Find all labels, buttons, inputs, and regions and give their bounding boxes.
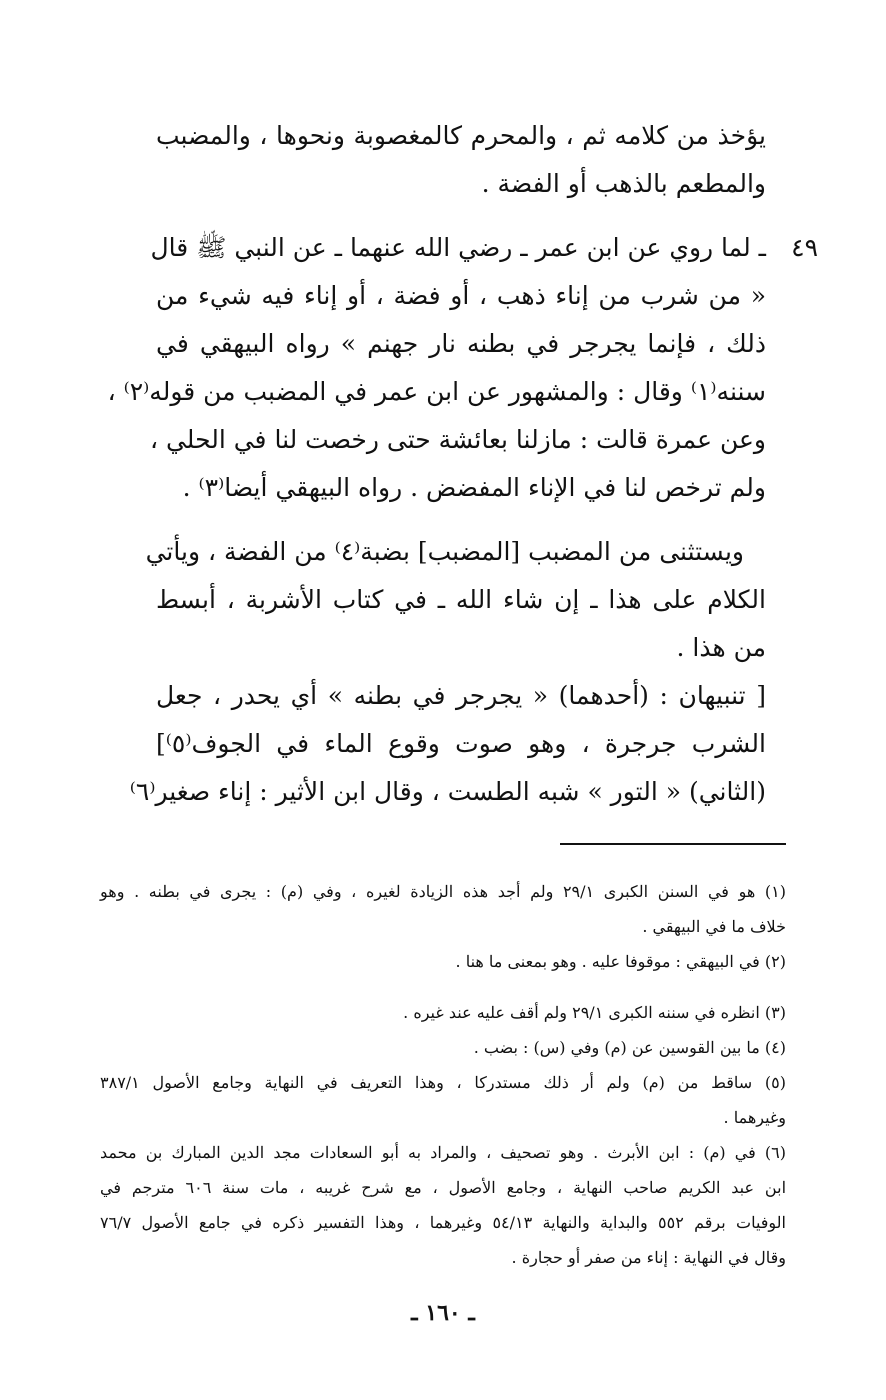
footnote-line: (٥) ساقط من (م) ولم أر ذلك مستدركا ، وهذا التعريف في النهاية وجامع الأصول ٣٨٧/١ bbox=[100, 1073, 786, 1092]
hadith-block bbox=[150, 224, 818, 272]
text-line: ـ لما روي عن ابن عمر ـ رضي الله عنهما ـ عن النبي ﷺ قال bbox=[150, 233, 766, 262]
text-line: يؤخذ من كلامه ثم ، والمحرم كالمغصوبة ونحوها ، والمضبب bbox=[156, 121, 766, 150]
page-number: ـ ١٦٠ ـ bbox=[411, 1300, 475, 1326]
footnote-line: (٢) في البيهقي : موقوفا عليه . وهو بمعنى ما هنا . bbox=[455, 952, 786, 971]
text-line: سننه⁽١⁾ وقال : والمشهور عن ابن عمر في المضبب من قوله⁽٢⁾ ، bbox=[107, 377, 766, 406]
footnote-line: (٣) انظره في سننه الكبرى ٢٩/١ ولم أقف عليه عند غيره . bbox=[403, 1003, 786, 1022]
text-line: ولم ترخص لنا في الإناء المفضض . رواه البيهقي أيضا⁽٣⁾ . bbox=[182, 473, 766, 502]
footnote-line: خلاف ما في البيهقي . bbox=[642, 917, 786, 936]
text-line: من هذا . bbox=[676, 633, 766, 662]
text-line: الكلام على هذا ـ إن شاء الله ـ في كتاب الأشربة ، أبسط bbox=[156, 585, 766, 614]
text-line: (الثاني) « التور » شبه الطست ، وقال ابن الأثير : إناء صغير⁽٦⁾ bbox=[129, 777, 766, 806]
text-line: « من شرب من إناء ذهب ، أو فضة ، أو إناء فيه شيء من bbox=[156, 281, 766, 310]
footnote-line: ابن عبد الكريم صاحب النهاية ، وجامع الأصول ، مع شرح غريبه ، مات سنة ٦٠٦ مترجم في bbox=[100, 1178, 787, 1197]
text-line: وعن عمرة قالت : مازلنا بعائشة حتى رخصت لنا في الحلي ، bbox=[149, 425, 766, 454]
footnotes bbox=[100, 874, 786, 1275]
footnote-line: وغيرهما . bbox=[723, 1108, 786, 1127]
footnote-line: (٤) ما بين القوسين عن (م) وفي (س) : بضب . bbox=[473, 1038, 786, 1057]
footnote-line: (١) هو في السنن الكبرى ٢٩/١ ولم أجد هذه الزيادة لغيره ، وفي (م) : يجرى في بطنه . وهو bbox=[100, 882, 786, 901]
footnote-line: وقال في النهاية : إناء من صفر أو حجارة . bbox=[511, 1248, 786, 1267]
hadith-number: ٤٩ bbox=[791, 233, 818, 262]
footnote-divider bbox=[560, 843, 786, 845]
text-line: ذلك ، فإنما يجرجر في بطنه نار جهنم » رواه البيهقي في bbox=[156, 329, 766, 358]
text-line: ويستثنى من المضبب [المضبب] بضبة⁽٤⁾ من الفضة ، ويأتي bbox=[145, 537, 744, 566]
text-line: [ تنبيهان : (أحدهما) « يجرجر في بطنه » أي يحدر ، جعل bbox=[156, 681, 766, 710]
text-line: الشرب جرجرة ، وهو صوت وقوع الماء في الجوف⁽٥⁾] bbox=[156, 729, 766, 758]
footnote-line: (٦) في (م) : ابن الأبرث . وهو تصحيف ، والمراد به أبو السعادات مجد الدين المبارك بن محمد bbox=[100, 1143, 786, 1162]
footnote-line: الوفيات برقم ٥٥٢ والبداية والنهاية ٥٤/١٣ وغيرهما ، وهذا التفسير ذكره في جامع الأصول ٧٦/٧ bbox=[100, 1213, 787, 1232]
main-text bbox=[107, 112, 818, 816]
text-line: والمطعم بالذهب أو الفضة . bbox=[481, 169, 766, 198]
